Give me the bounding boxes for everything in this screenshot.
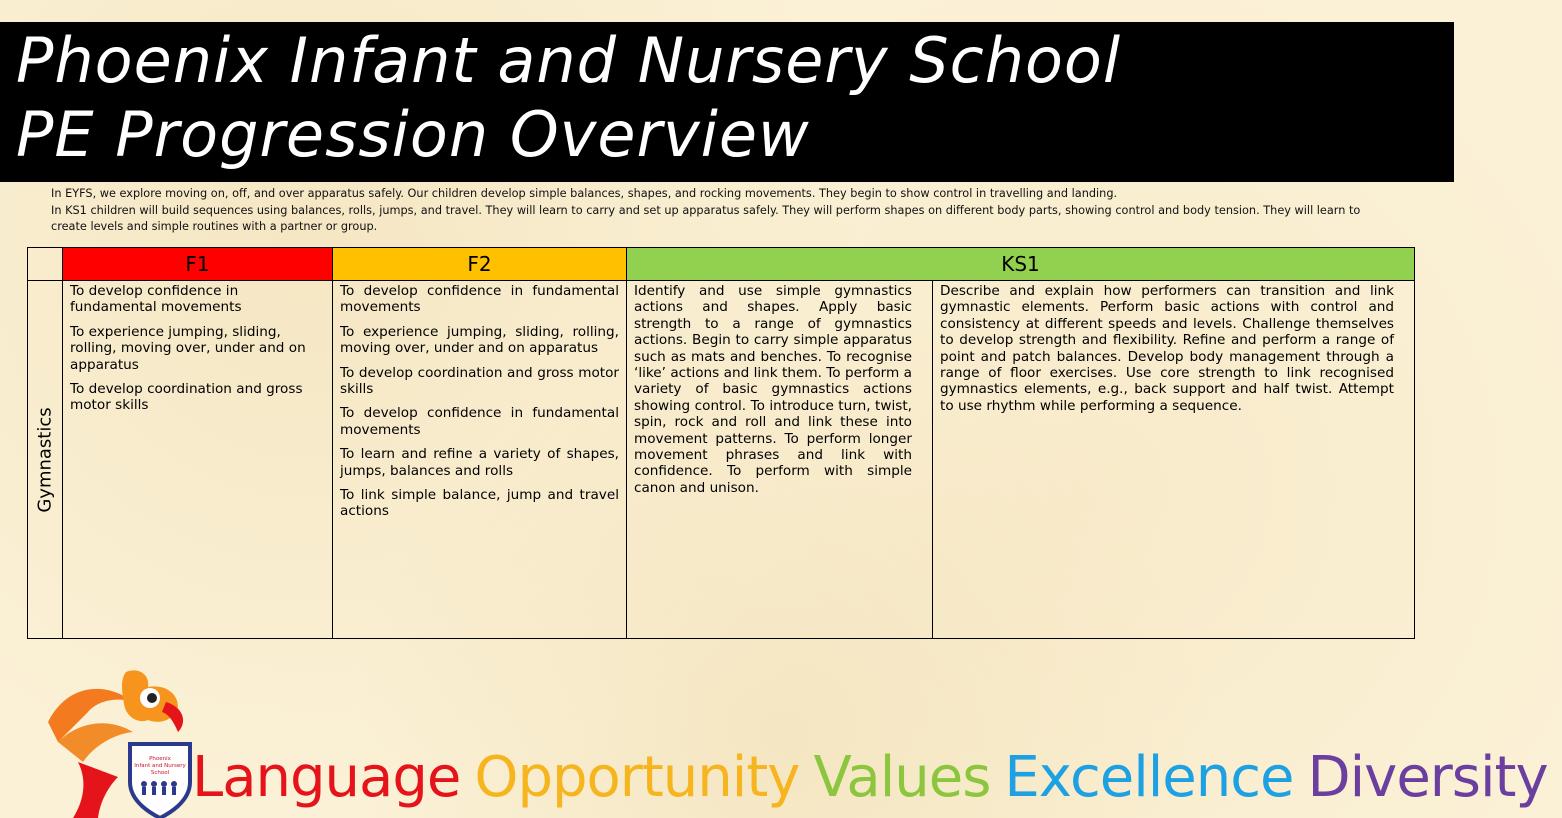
value-excellence: Excellence [1004, 745, 1294, 810]
f2-cell [333, 281, 627, 639]
header-f1: F1 [63, 248, 333, 281]
row-label-cell [28, 281, 63, 639]
f2-item: To experience jumping, sliding, rolling, moving over, under and on apparatus [340, 323, 619, 357]
intro-text [51, 186, 1391, 236]
intro-ks1: In KS1 children will build sequences using balances, rolls, jumps, and travel. They will learn to carry and set up apparatus safely. They will perform shapes on different body parts, showing control and body tension. They will learn to create levels and simple routines with a partner or group. [51, 203, 1361, 233]
ks1-cell-year2: Describe and explain how performers can transition and link gymnastic elements. Perform basic actions with control and consistency at different speeds and levels. Challenge themselves to develop strength and flexibility. Refine and perform a range of point and patch balances. Develop body management through a range of floor exercises. Use core strength to link recognised gymnastics elements, e.g., back support and half twist. Attempt to use rhythm while performing a sequence. [933, 281, 1415, 639]
f2-item: To develop confidence in fundamental movements [340, 283, 619, 316]
f1-item: To experience jumping, sliding, rolling, moving over, under and on apparatus [70, 323, 306, 373]
value-language: Language [192, 745, 461, 810]
f1-item: To develop confidence in fundamental movements [70, 283, 242, 316]
ks1-cell-year1: Identify and use simple gymnastics actions and shapes. Apply basic strength to a range of gymnastics actions. Begin to carry simple apparatus such as mats and benches. To recognise ‘like’ actions and link them. To perform a variety of basic gymnastics actions showing control. To introduce turn, twist, spin, rock and roll and link these into movement patterns. To perform longer movement phrases and link with confidence. To perform with simple canon and unison. [627, 281, 933, 639]
value-diversity: Diversity [1307, 745, 1548, 810]
school-title: Phoenix Infant and Nursery School [16, 24, 1122, 97]
page-title: PE Progression Overview [16, 98, 810, 171]
f2-item: To link simple balance, jump and travel actions [340, 487, 619, 520]
header-f2: F2 [333, 248, 627, 281]
title-banner [0, 22, 1454, 182]
phoenix-logo [38, 662, 198, 818]
school-values-motto [192, 740, 1562, 816]
value-opportunity: Opportunity [474, 745, 800, 810]
logo-text: Phoenix [149, 756, 171, 762]
intro-eyfs: In EYFS, we explore moving on, off, and over apparatus safely. Our children develop simple balances, shapes, and rocking movements. They begin to show control in travelling and landing. [51, 187, 1118, 200]
f2-item: To develop coordination and gross motor skills [340, 364, 619, 398]
header-ks1: KS1 [627, 248, 1415, 281]
f2-item: To develop confidence in fundamental movements [340, 405, 619, 438]
corner-cell [28, 248, 63, 281]
progression-table [27, 247, 1415, 639]
f1-cell [63, 281, 333, 639]
row-label-gymnastics: Gymnastics [34, 406, 56, 513]
f1-item: To develop coordination and gross motor skills [70, 381, 303, 414]
f2-item: To learn and refine a variety of shapes, jumps, balances and rolls [340, 446, 619, 479]
svg-text:School: School [150, 770, 170, 776]
svg-text:Infant and Nursery: Infant and Nursery [134, 763, 186, 769]
value-values: Values [813, 745, 991, 810]
